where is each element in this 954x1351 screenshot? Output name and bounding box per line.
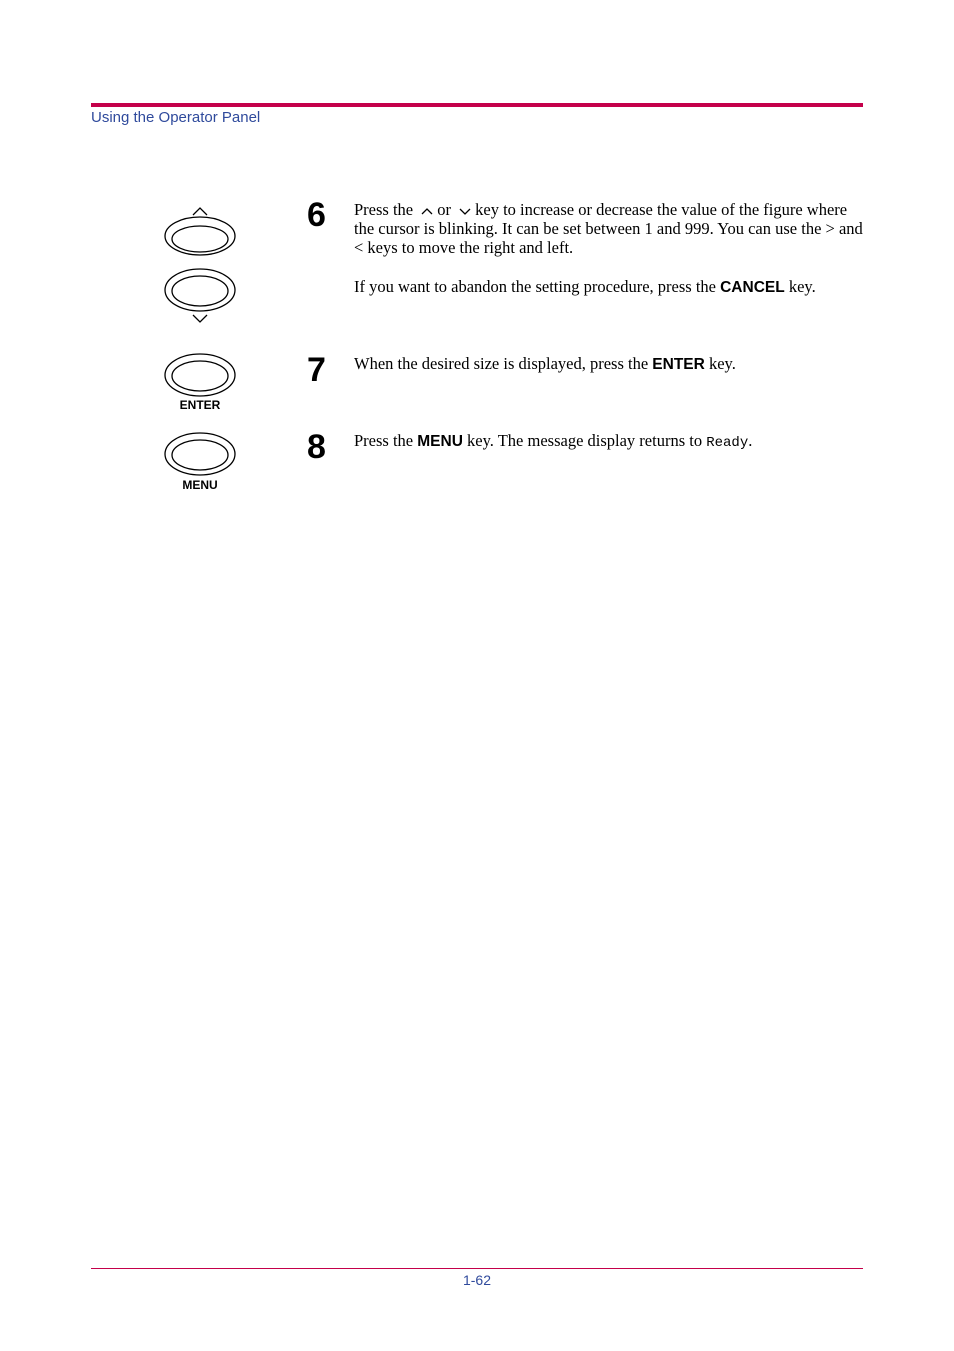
footer-rule bbox=[91, 1268, 863, 1269]
step-6-p2-b: key. bbox=[788, 277, 816, 296]
down-chevron-icon bbox=[458, 206, 472, 216]
step-6-paragraph-1 bbox=[354, 200, 869, 257]
up-chevron-icon bbox=[420, 206, 434, 216]
cancel-key-name: CANCEL bbox=[720, 279, 785, 296]
step-8-b: key. The message display returns to bbox=[467, 431, 703, 450]
step-7-text bbox=[354, 354, 869, 374]
step-7-number: 7 bbox=[307, 351, 326, 389]
step-6-number: 6 bbox=[307, 196, 326, 234]
enter-key-label: ENTER bbox=[179, 398, 221, 412]
enter-key-name: ENTER bbox=[652, 356, 705, 373]
up-arrow-key-icon bbox=[160, 203, 240, 259]
step-6-p1-b: or bbox=[437, 200, 451, 219]
step-6-text bbox=[354, 200, 869, 297]
step-7-b: key. bbox=[708, 354, 736, 373]
menu-key-name: MENU bbox=[417, 433, 463, 450]
down-arrow-key-icon bbox=[160, 266, 240, 328]
ready-message: Ready bbox=[706, 435, 749, 451]
step-7-a: When the desired size is displayed, press the bbox=[354, 354, 649, 373]
menu-key-label: MENU bbox=[182, 478, 218, 492]
step-8-number: 8 bbox=[307, 428, 326, 466]
page-number: 1-62 bbox=[462, 1272, 492, 1288]
step-6-p1-a: Press the bbox=[354, 200, 414, 219]
step-8-text bbox=[354, 431, 869, 453]
menu-key-icon bbox=[160, 431, 240, 479]
section-title: Using the Operator Panel bbox=[91, 109, 261, 126]
step-6-paragraph-2 bbox=[354, 277, 869, 297]
enter-key-icon bbox=[160, 351, 240, 399]
step-8-a: Press the bbox=[354, 431, 414, 450]
step-6-p1-c: key to increase or decrease the value of the figure where the cursor is blinking. It can be set between 1 and 999. You can use the > and < keys to move the right and left. bbox=[354, 200, 863, 257]
header-rule bbox=[91, 103, 863, 107]
step-6-p2-a: If you want to abandon the setting procedure, press the bbox=[354, 277, 716, 296]
step-8-c: . bbox=[748, 431, 753, 450]
